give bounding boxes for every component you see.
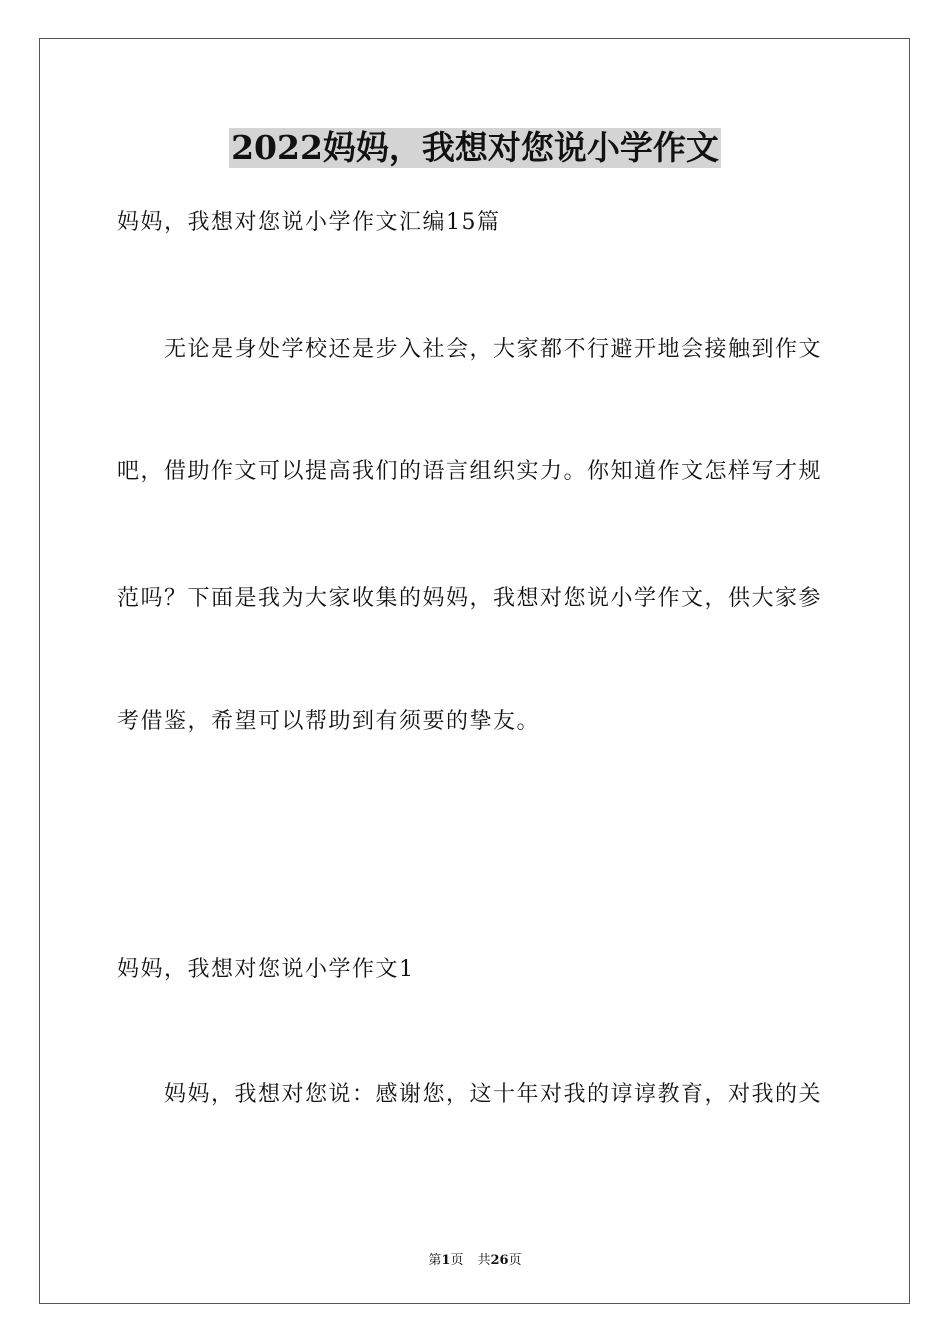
footer-page-current: 1	[441, 1253, 451, 1268]
footer-page-prefix: 第	[428, 1253, 442, 1268]
title-wrap	[0, 128, 950, 168]
footer-total-suffix: 页	[508, 1253, 522, 1268]
intro-line-4: 考借鉴，希望可以帮助到有须要的挚友。	[117, 709, 541, 734]
intro-line-2: 吧，借助作文可以提高我们的语言组织实力。你知道作文怎样写才规	[117, 459, 823, 484]
intro-line-1: 无论是身处学校还是步入社会，大家都不行避开地会接触到作文	[164, 337, 823, 362]
document-title: 2022妈妈，我想对您说小学作文	[231, 128, 719, 167]
footer-total-prefix: 共	[477, 1253, 491, 1268]
footer-page-total: 26	[490, 1253, 509, 1268]
document-subtitle: 妈妈，我想对您说小学作文汇编15篇	[117, 210, 501, 235]
footer-page-suffix: 页	[450, 1253, 464, 1268]
intro-line-3: 范吗？下面是我为大家收集的妈妈，我想对您说小学作文，供大家参	[117, 586, 823, 611]
page-footer	[0, 1249, 950, 1268]
section-line-1: 妈妈，我想对您说：感谢您，这十年对我的谆谆教育，对我的关	[164, 1082, 823, 1107]
section-heading: 妈妈，我想对您说小学作文1	[117, 957, 415, 982]
